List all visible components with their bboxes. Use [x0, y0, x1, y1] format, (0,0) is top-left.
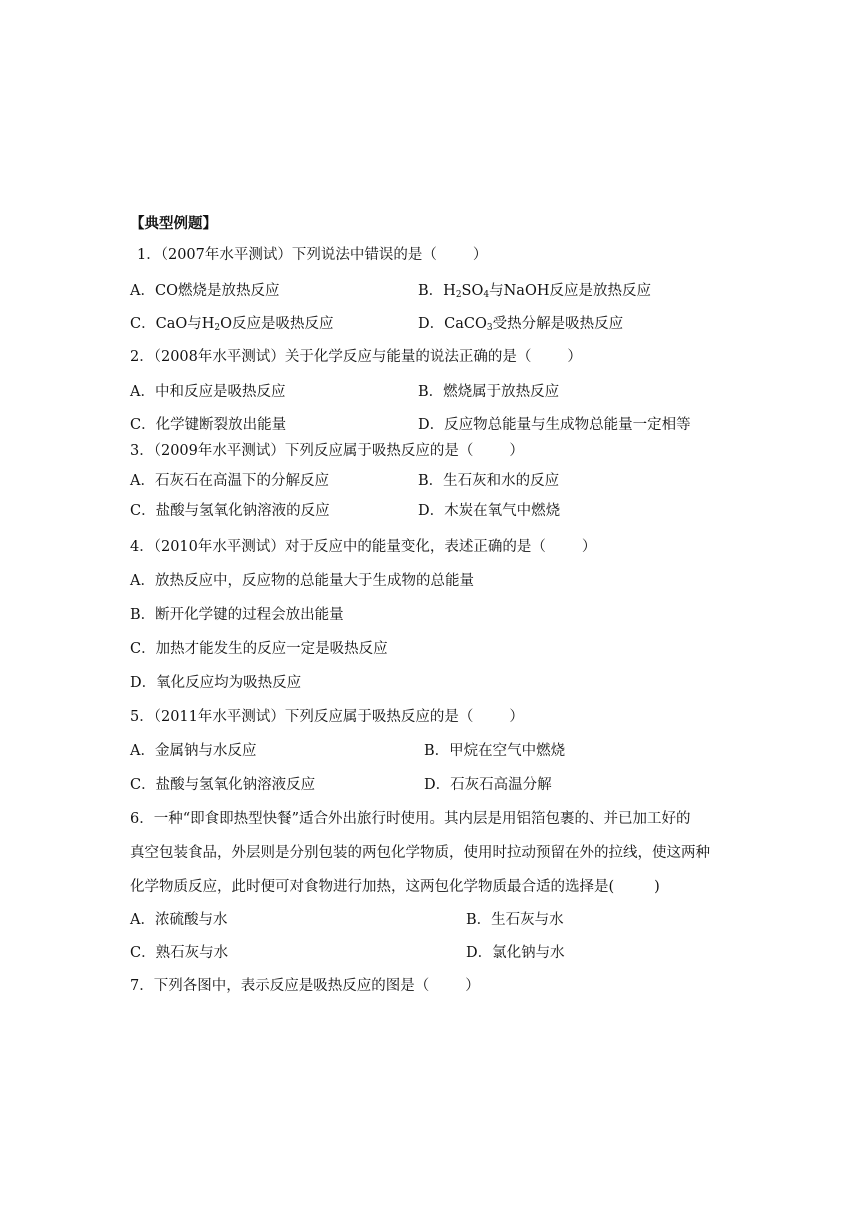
- question-6-option-b: B．生石灰与水: [466, 912, 564, 928]
- question-3-option-b: B．生石灰和水的反应: [418, 473, 560, 489]
- question-3-option-a: A．石灰石在高温下的分解反应: [130, 473, 329, 489]
- question-4-option-d: D．氧化反应均为吸热反应: [130, 675, 302, 691]
- question-6-line-2: 真空包装食品，外层则是分别包装的两包化学物质，使用时拉动预留在外的拉线，使这两种: [130, 845, 710, 861]
- question-1-option-b: B．$H_2SO_4$与NaOH反应是放热反应: [418, 283, 651, 300]
- question-3-stem: 3．（2009年水平测试）下列反应属于吸热反应的是（ ）: [130, 443, 524, 459]
- question-4-stem: 4．（2010年水平测试）对于反应中的能量变化，表述正确的是（ ）: [130, 539, 597, 555]
- question-5-option-d: D．石灰石高温分解: [424, 777, 552, 793]
- question-2-stem: 2．（2008年水平测试）关于化学反应与能量的说法正确的是（ ）: [130, 349, 582, 365]
- question-6-option-d: D．氯化钠与水: [466, 945, 565, 961]
- question-4-option-c: C．加热才能发生的反应一定是吸热反应: [130, 641, 388, 657]
- question-6-line-1: 6．一种“即食即热型快餐”适合外出旅行时使用。其内层是用铝箔包裹的、并已加工好的: [130, 811, 691, 827]
- question-6-option-c: C．熟石灰与水: [130, 945, 229, 961]
- question-2-option-a: A．中和反应是吸热反应: [130, 384, 286, 400]
- question-3-option-d: D．木炭在氧气中燃烧: [418, 503, 561, 519]
- question-3-option-c: C．盐酸与氢氧化钠溶液的反应: [130, 503, 330, 519]
- question-7-stem: 7．下列各图中，表示反应是吸热反应的图是（ ）: [130, 978, 480, 994]
- question-6-line-3: 化学物质反应，此时便可对食物进行加热，这两包化学物质最合适的选择是( ): [130, 879, 660, 895]
- question-5-stem: 5．（2011年水平测试）下列反应属于吸热反应的是（ ）: [130, 709, 524, 725]
- question-2-option-c: C．化学键断裂放出能量: [130, 417, 287, 433]
- question-1-stem: 1．（2007年水平测试）下列说法中错误的是（ ）: [137, 247, 488, 263]
- question-4-option-a: A．放热反应中，反应物的总能量大于生成物的总能量: [130, 573, 474, 589]
- question-1-option-d: D．CaCO$_3$受热分解是吸热反应: [418, 316, 624, 333]
- question-5-option-b: B．甲烷在空气中燃烧: [424, 743, 566, 759]
- section-heading: 【典型例题】: [130, 216, 217, 232]
- question-5-option-c: C．盐酸与氢氧化钠溶液反应: [130, 777, 316, 793]
- question-5-option-a: A．金属钠与水反应: [130, 743, 257, 759]
- question-1-option-a: A．CO燃烧是放热反应: [130, 283, 280, 299]
- question-2-option-d: D．反应物总能量与生成物总能量一定相等: [418, 417, 691, 433]
- question-2-option-b: B．燃烧属于放热反应: [418, 384, 560, 400]
- question-6-option-a: A．浓硫酸与水: [130, 912, 228, 928]
- question-4-option-b: B．断开化学键的过程会放出能量: [130, 607, 344, 623]
- question-1-option-c: C．CaO与$H_2O$反应是吸热反应: [130, 316, 334, 333]
